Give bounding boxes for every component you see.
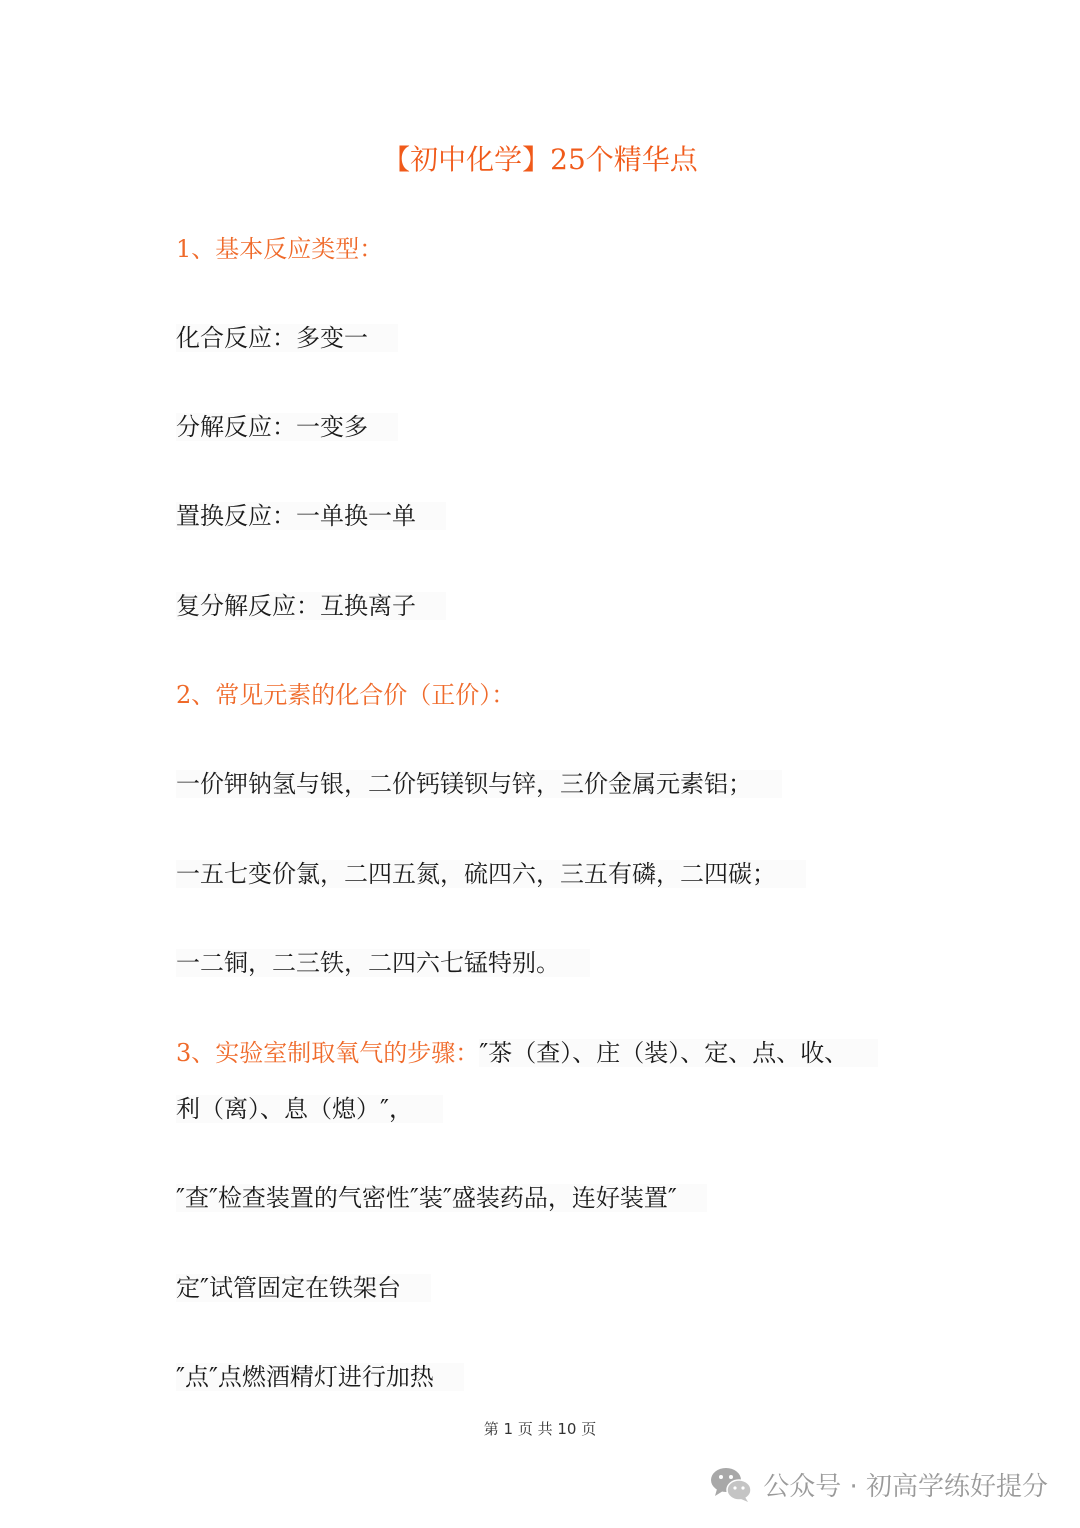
text-span: 分解反应：一变多 bbox=[176, 413, 398, 441]
page-title: 【初中化学】25个精华点 bbox=[382, 143, 698, 176]
section-heading-1: 1、基本反应类型： bbox=[176, 235, 384, 263]
text-span: ″查″检查装置的气密性″装″盛装药品，连好装置″ bbox=[176, 1184, 707, 1212]
text-line bbox=[176, 945, 590, 981]
section-heading-3: 3、实验室制取氧气的步骤： bbox=[176, 1039, 480, 1067]
text-span: 化合反应：多变一 bbox=[176, 324, 398, 352]
text-line bbox=[176, 1359, 464, 1395]
text-span: 定″试管固定在铁架台 bbox=[176, 1274, 431, 1302]
text-span: 一五七变价氯，二四五氮，硫四六，三五有磷，二四碳； bbox=[176, 860, 806, 888]
text-line bbox=[176, 856, 806, 892]
section-heading-2: 2、常见元素的化合价（正价）： bbox=[176, 681, 516, 709]
text-line bbox=[176, 1270, 431, 1306]
text-line bbox=[176, 498, 446, 534]
watermark bbox=[709, 1462, 1048, 1506]
watermark-text: 公众号 · 初高学练好提分 bbox=[763, 1471, 1048, 1502]
text-span: 利（离）、息（熄）″， bbox=[176, 1095, 443, 1123]
wechat-icon bbox=[709, 1464, 753, 1504]
text-line bbox=[176, 409, 398, 445]
text-line bbox=[176, 766, 782, 802]
text-line bbox=[176, 588, 446, 624]
text-line bbox=[176, 1091, 443, 1127]
text-span: 置换反应：一单换一单 bbox=[176, 502, 446, 530]
text-span: ″茶（查）、庄（装）、定、点、收、 bbox=[479, 1039, 878, 1067]
section-heading-3-line bbox=[176, 1035, 878, 1071]
text-line bbox=[176, 320, 398, 356]
page-footer: 第 1 页 共 10 页 bbox=[483, 1420, 597, 1438]
text-span: 一二铜，二三铁，二四六七锰特别。 bbox=[176, 949, 590, 977]
text-span: ″点″点燃酒精灯进行加热 bbox=[176, 1363, 464, 1391]
text-span: 复分解反应：互换离子 bbox=[176, 592, 446, 620]
text-span: 一价钾钠氢与银，二价钙镁钡与锌，三价金属元素铝； bbox=[176, 770, 782, 798]
text-line bbox=[176, 1180, 707, 1216]
